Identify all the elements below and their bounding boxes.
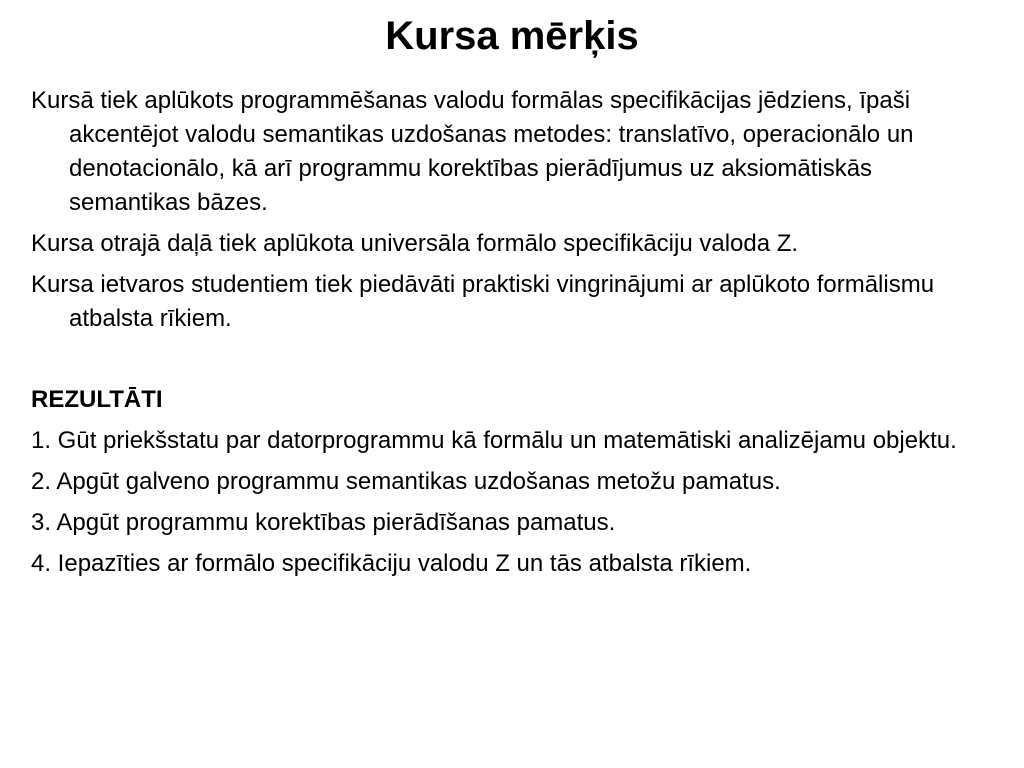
course-exercises-paragraph: Kursa ietvaros studentiem tiek piedāvāti praktiski vingrinājumi ar aplūkoto formālismu atbalsta rīkiem.	[31, 271, 935, 332]
result-item-4: 4. Iepazīties ar formālo specifikāciju valodu Z un tās atbalsta rīkiem.	[31, 550, 752, 577]
slide-title: Kursa mērķis	[385, 14, 639, 58]
result-item-2: 2. Apgūt galveno programmu semantikas uzdošanas metožu pamatus.	[31, 468, 781, 495]
results-heading: REZULTĀTI	[31, 386, 163, 413]
course-description-paragraph: Kursā tiek aplūkots programmēšanas valodu formālas specifikācijas jēdziens, īpaši akcentējot valodu semantikas uzdošanas metodes: translatīvo, operacionālo un denotacionālo, kā arī programmu korektības pierādījumus uz aksiomātiskās semantikas bāzes.	[31, 87, 914, 216]
result-item-1: 1. Gūt priekšstatu par datorprogrammu kā formālu un matemātiski analizējamu objektu.	[31, 427, 957, 454]
course-part-two-paragraph: Kursa otrajā daļā tiek aplūkota universāla formālo specifikāciju valoda Z.	[31, 230, 799, 257]
spacer	[31, 343, 991, 383]
slide-body	[31, 84, 991, 588]
result-item-3: 3. Apgūt programmu korektības pierādīšanas pamatus.	[31, 509, 616, 536]
